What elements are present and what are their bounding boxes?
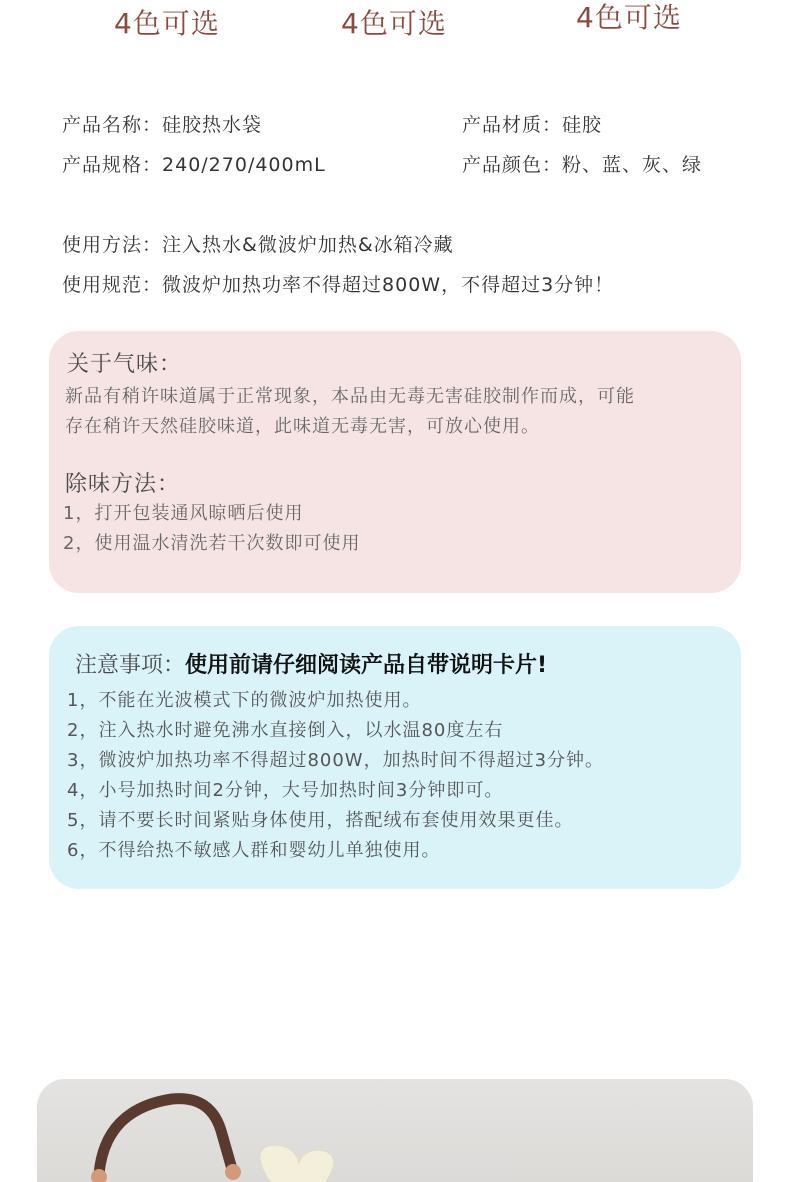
- spec-size: [62, 150, 326, 177]
- spec-product-name: [62, 110, 262, 137]
- spec-value: 粉、蓝、灰、绿: [562, 154, 703, 176]
- spec-color: [462, 150, 702, 177]
- notice-item: 4，小号加热时间2分钟，大号加热时间3分钟即可。: [67, 780, 504, 801]
- odor-info-box: [49, 331, 741, 593]
- spec-label: 产品颜色：: [462, 154, 563, 176]
- odor-remove-list: [63, 499, 360, 559]
- spec-label: 产品名称：: [62, 114, 163, 136]
- notice-item: 5，请不要长时间紧贴身体使用，搭配绒布套使用效果更佳。: [67, 810, 574, 831]
- spec-usage: [62, 230, 454, 257]
- odor-text: [65, 382, 635, 442]
- notice-title: [75, 648, 547, 679]
- product-photo: [37, 1079, 753, 1182]
- spec-label: 使用方法：: [62, 234, 163, 256]
- notice-item: 6，不得给热不敏感人群和婴幼儿单独使用。: [67, 840, 441, 861]
- spec-value: 硅胶: [562, 114, 603, 136]
- spec-label: 产品材质：: [462, 114, 563, 136]
- odor-remove-item: 2，使用温水清洗若干次数即可使用: [63, 533, 361, 554]
- odor-text-line: 新品有稍许味道属于正常现象，本品由无毒无害硅胶制作而成，可能: [65, 386, 635, 407]
- notice-item: 2，注入热水时避免沸水直接倒入，以水温80度左右: [67, 720, 504, 741]
- odor-remove-title: 除味方法：: [65, 472, 181, 497]
- notice-title-emphasis: 使用前请仔细阅读产品自带说明卡片!: [185, 653, 548, 678]
- notice-item: 1，不能在光波模式下的微波炉加热使用。: [67, 690, 422, 711]
- spec-label: 使用规范：: [62, 274, 163, 296]
- odor-remove-item: 1，打开包装通风晾晒后使用: [63, 503, 304, 524]
- odor-text-line: 存在稍许天然硅胶味道，此味道无毒无害，可放心使用。: [65, 416, 540, 437]
- notice-list: [67, 686, 604, 866]
- spec-value: 微波炉加热功率不得超过800W，不得超过3分钟！: [162, 274, 615, 296]
- spec-value: 240/270/400mL: [162, 154, 326, 176]
- notice-item: 3，微波炉加热功率不得超过800W，加热时间不得超过3分钟。: [67, 750, 605, 771]
- spec-label: 产品规格：: [62, 154, 163, 176]
- hot-water-bag-illustration: [37, 1079, 753, 1182]
- odor-title: 关于气味：: [67, 352, 183, 377]
- spec-rule: [62, 270, 614, 297]
- spec-value: 注入热水&微波炉加热&冰箱冷藏: [162, 234, 454, 256]
- spec-material: [462, 110, 602, 137]
- spec-value: 硅胶热水袋: [162, 114, 263, 136]
- color-option-label: 4色可选: [114, 7, 220, 40]
- notice-box: [49, 626, 741, 889]
- notice-title-prefix: 注意事项：: [75, 653, 186, 678]
- color-option-label: 4色可选: [341, 7, 447, 40]
- color-option-label: 4色可选: [576, 1, 682, 34]
